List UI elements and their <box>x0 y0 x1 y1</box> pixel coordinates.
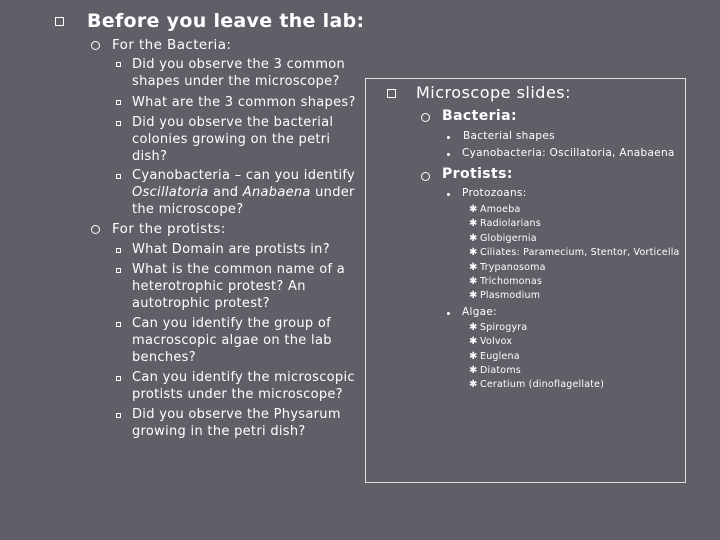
left-title: Before you leave the lab: <box>87 10 365 32</box>
algae-item: Diatoms <box>480 365 521 376</box>
and-text: and <box>208 185 243 200</box>
bacterial-shapes-bullet <box>447 136 450 139</box>
protists-q2-bullet <box>116 268 121 273</box>
protists-q3-line3: benches? <box>132 350 196 365</box>
protozoan-item: Amoeba <box>480 204 521 215</box>
protists-q1-bullet <box>116 248 121 253</box>
protists-q4-bullet <box>116 376 121 381</box>
bacteria-q3-line1: Did you observe the bacterial <box>132 115 334 130</box>
algae-item: Spirogyra <box>480 322 528 333</box>
right-bacteria-heading: Bacteria: <box>442 108 517 124</box>
bacteria-q1-line2: shapes under the microscope? <box>132 74 340 89</box>
star-bullet: ✱ <box>469 351 478 362</box>
right-bacteria-ring-bullet <box>421 113 430 122</box>
star-bullet: ✱ <box>469 276 478 287</box>
protists-heading: For the protists: <box>112 221 226 237</box>
bacteria-q3-line3: dish? <box>132 149 168 164</box>
right-protists-heading: Protists: <box>442 166 513 182</box>
star-bullet: ✱ <box>469 247 478 258</box>
protozoans-label: Protozoans: <box>462 187 527 199</box>
algae-bullet <box>447 312 450 315</box>
protozoan-item: Globigernia <box>480 233 537 244</box>
algae-item: Volvox <box>480 336 513 347</box>
bacteria-q1-bullet <box>116 62 121 67</box>
star-bullet: ✱ <box>469 290 478 301</box>
star-bullet: ✱ <box>469 379 478 390</box>
protists-q2-line3: autotrophic protest? <box>132 296 270 311</box>
right-title: Microscope slides: <box>416 83 572 102</box>
star-bullet: ✱ <box>469 218 478 229</box>
algae-item: Ceratium (dinoflagellate) <box>480 379 605 390</box>
star-bullet: ✱ <box>469 233 478 244</box>
protists-q5-line1: Did you observe the Physarum <box>132 407 341 422</box>
cyanobacteria-item: Cyanobacteria: Oscillatoria, Anabaena <box>462 147 675 159</box>
protists-ring-bullet <box>91 225 100 234</box>
protists-q1: What Domain are protists in? <box>132 242 330 257</box>
algae-item: Euglena <box>480 351 520 362</box>
bacteria-q3-bullet <box>116 121 121 126</box>
protists-q3-line1: Can you identify the group of <box>132 316 332 331</box>
star-bullet: ✱ <box>469 262 478 273</box>
protists-q2-line1: What is the common name of a <box>132 262 346 277</box>
star-bullet: ✱ <box>469 336 478 347</box>
protists-q3-line2: macroscopic algae on the lab <box>132 333 332 348</box>
protozoan-item: Trichomonas <box>480 276 543 287</box>
protists-q5-bullet <box>116 413 121 418</box>
left-checkbox-bullet <box>55 17 64 26</box>
cyanobacteria-bullet <box>447 153 450 156</box>
bacteria-q2-bullet <box>116 100 121 105</box>
bacteria-q4-bullet <box>116 174 121 179</box>
protists-q5-line2: growing in the petri dish? <box>132 424 306 439</box>
bacterial-shapes-item: Bacterial shapes <box>463 130 555 142</box>
star-bullet: ✱ <box>469 204 478 215</box>
anabaena-italic: Anabaena <box>242 185 311 200</box>
protists-q3-bullet <box>116 322 121 327</box>
protozoan-item: Trypanosoma <box>480 262 546 273</box>
bacteria-q1-line1: Did you observe the 3 common <box>132 57 346 72</box>
bacteria-q4-line2 <box>132 184 355 201</box>
protozoan-item: Plasmodium <box>480 290 541 301</box>
bacteria-q3-line2: colonies growing on the petri <box>132 132 331 147</box>
bacteria-q4-line1: Cyanobacteria – can you identify <box>132 168 356 183</box>
star-bullet: ✱ <box>469 322 478 333</box>
under-text: under <box>310 185 355 200</box>
right-protists-ring-bullet <box>421 172 430 181</box>
bacteria-q2: What are the 3 common shapes? <box>132 95 356 110</box>
bacteria-q4-line3: the microscope? <box>132 202 244 217</box>
protists-q4-line1: Can you identify the microscopic <box>132 370 355 385</box>
bacteria-heading: For the Bacteria: <box>112 37 232 53</box>
star-bullet: ✱ <box>469 365 478 376</box>
protists-q4-line2: protists under the microscope? <box>132 387 343 402</box>
protozoan-item: Radiolarians <box>480 218 541 229</box>
algae-label: Algae: <box>462 306 497 318</box>
oscillatoria-italic: Oscillatoria <box>132 185 209 200</box>
right-checkbox-bullet <box>387 89 396 98</box>
protists-q2-line2: heterotrophic protest? An <box>132 279 306 294</box>
bacteria-ring-bullet <box>91 41 100 50</box>
protozoans-bullet <box>447 193 450 196</box>
protozoan-item: Ciliates: Paramecium, Stentor, Vorticella <box>480 247 680 258</box>
